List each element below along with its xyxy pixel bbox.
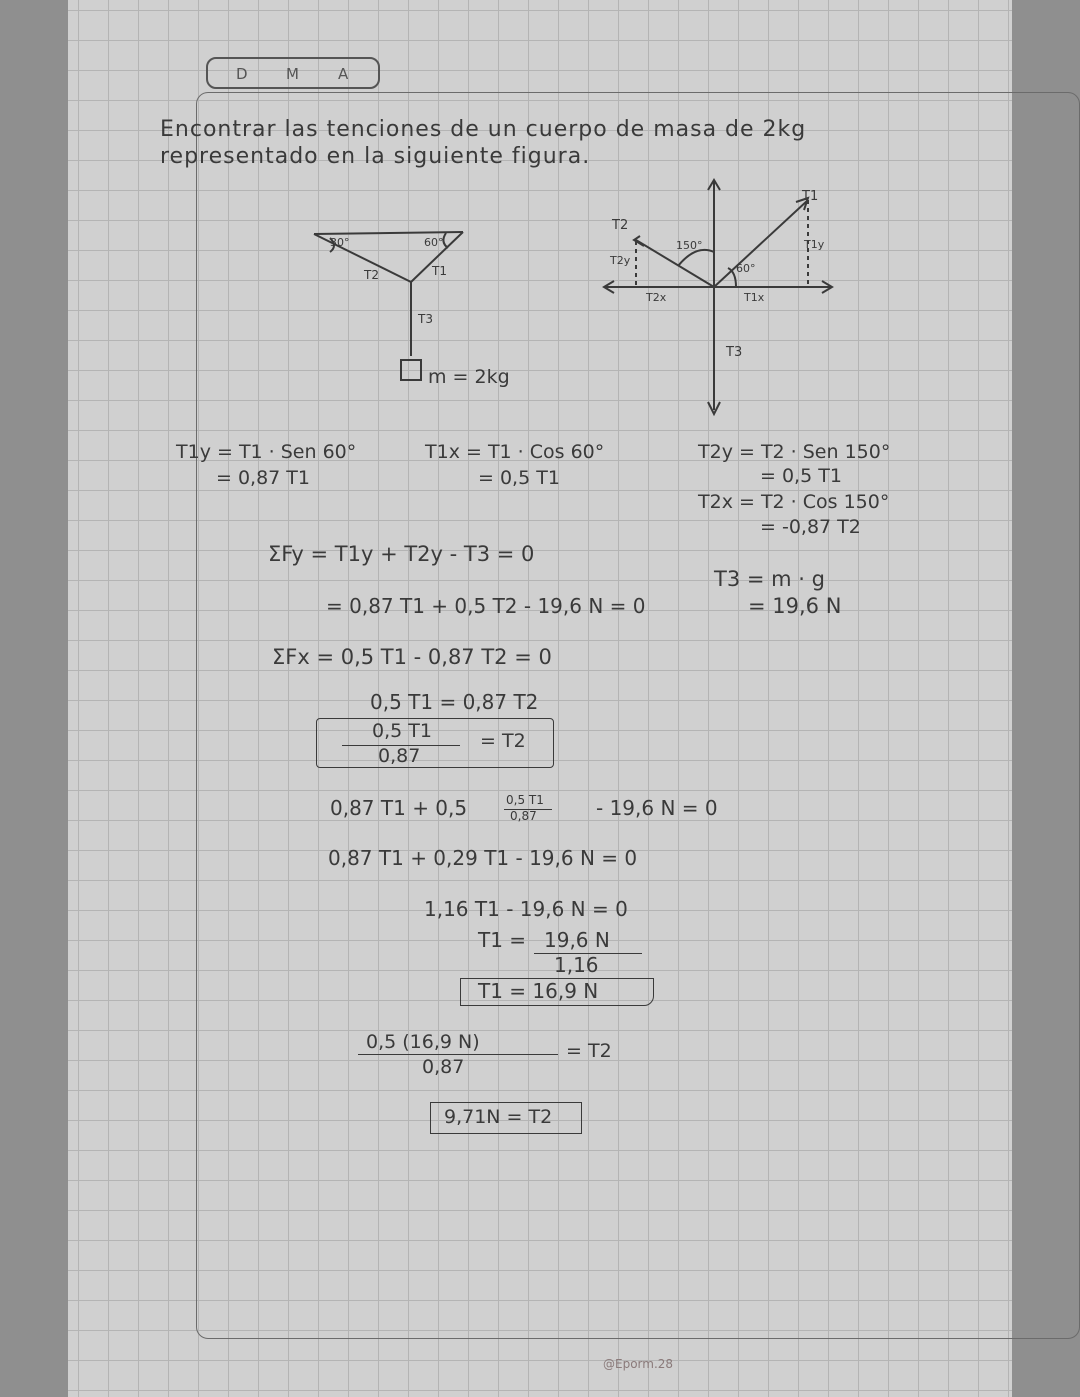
sum-fx-equation: ΣFx = 0,5 T1 - 0,87 T2 = 0 xyxy=(272,645,552,669)
figure-mass-label: m = 2kg xyxy=(428,366,510,388)
t3-result: = 19,6 N xyxy=(748,594,842,618)
diagram-label-t1y: T1y xyxy=(804,238,825,251)
t2-fraction-rhs: = T2 xyxy=(480,730,526,752)
header-letter-d: D xyxy=(236,65,248,83)
diagram-label-t3: T3 xyxy=(726,345,743,360)
t2-fraction-numerator: 0,5 T1 xyxy=(372,720,432,742)
t2-fraction-denominator: 0,87 xyxy=(378,745,421,767)
header-letter-m: M xyxy=(286,65,299,83)
substitution-left: 0,87 T1 + 0,5 xyxy=(330,796,468,820)
t2y-result: = 0,5 T1 xyxy=(760,465,842,487)
sum-fy-equation: ΣFy = T1y + T2y - T3 = 0 xyxy=(268,542,535,566)
t3-equation: T3 = m · g xyxy=(714,567,825,591)
t2-result: 9,71N = T2 xyxy=(444,1106,553,1128)
footer-signature: @Eporm.28 xyxy=(603,1357,674,1371)
figure-label-t1: T1 xyxy=(432,264,447,278)
problem-line-1: Encontrar las tenciones de un cuerpo de masa de 2kg xyxy=(160,117,807,142)
diagram-label-t2x: T2x xyxy=(646,291,667,304)
figure-angle-right: 60° xyxy=(424,236,444,249)
diagram-label-t1x: T1x xyxy=(744,291,765,304)
t2x-result: = -0,87 T2 xyxy=(760,516,861,538)
t2-numerator: 0,5 (16,9 N) xyxy=(366,1031,480,1053)
t1-result: T1 = 16,9 N xyxy=(478,979,599,1003)
sum-fy-substituted: = 0,87 T1 + 0,5 T2 - 19,6 N = 0 xyxy=(326,594,646,618)
header-letter-a: A xyxy=(338,65,349,83)
t1-lhs: T1 = xyxy=(478,928,527,952)
t2x-equation: T2x = T2 · Cos 150° xyxy=(698,491,890,513)
t1y-equation: T1y = T1 · Sen 60° xyxy=(176,441,357,463)
diagram-label-t2y: T2y xyxy=(610,254,631,267)
substitution-denominator: 0,87 xyxy=(510,809,537,823)
diagram-label-t2: T2 xyxy=(612,218,629,233)
substitution-right: - 19,6 N = 0 xyxy=(596,796,718,820)
diagram-angle-150: 150° xyxy=(676,239,703,252)
equation-t1-t2: 0,5 T1 = 0,87 T2 xyxy=(370,690,539,714)
t1-denominator: 1,16 xyxy=(554,953,599,977)
combined-equation: 1,16 T1 - 19,6 N = 0 xyxy=(424,897,628,921)
diagram-angle-60: 60° xyxy=(736,262,756,275)
t1x-equation: T1x = T1 · Cos 60° xyxy=(425,441,605,463)
notebook-page xyxy=(68,0,1012,1397)
t2-rhs: = T2 xyxy=(566,1040,612,1062)
problem-line-2: representado en la siguiente figura. xyxy=(160,144,591,169)
t1-numerator: 19,6 N xyxy=(544,928,610,952)
t2-fraction-bar xyxy=(358,1054,558,1055)
figure-angle-left: 30° xyxy=(330,236,350,249)
free-body-diagram xyxy=(68,0,1012,1397)
t2-denominator: 0,87 xyxy=(422,1056,465,1078)
t1x-result: = 0,5 T1 xyxy=(478,467,560,489)
figure-label-t2: T2 xyxy=(364,268,379,282)
figure-label-t3: T3 xyxy=(418,312,433,326)
t2y-equation: T2y = T2 · Sen 150° xyxy=(698,441,891,463)
t1y-result: = 0,87 T1 xyxy=(216,467,310,489)
diagram-label-t1: T1 xyxy=(802,189,819,204)
substitution-simplified: 0,87 T1 + 0,29 T1 - 19,6 N = 0 xyxy=(328,846,638,870)
substitution-numerator: 0,5 T1 xyxy=(506,793,544,807)
